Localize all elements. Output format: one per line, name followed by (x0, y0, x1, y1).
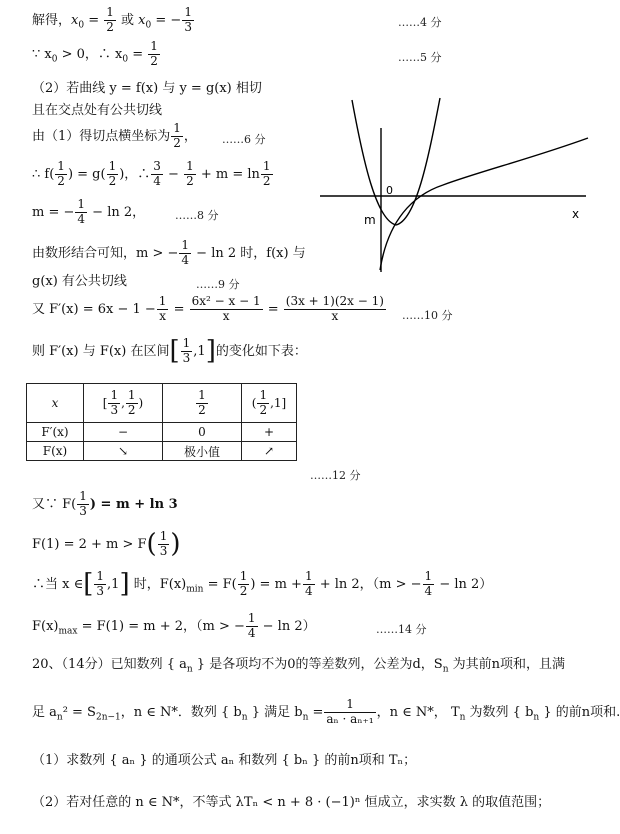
score-marker: ……12 分 (310, 469, 361, 482)
fraction: $\frac{1}{2}$ (150, 39, 158, 68)
table-header-cell: ( $\frac{1}{2}$ ,1] (242, 384, 297, 423)
score-marker: ……6 分 (222, 133, 266, 146)
table-row: F′(x) − 0 + (27, 423, 297, 442)
fraction: $\frac{1}{2}$ (173, 121, 181, 150)
table-row: F(x) ↘ 极小值 ↗ (27, 442, 297, 461)
parabola-curve (352, 98, 440, 225)
problem-20-line-2: 足 $a_n^2 = S_{2n-1}$，n ∈ N*．数列 { $b_n$ } 满足 $b_n$ = $\frac{1}{\text{aₙ · aₙ₊₁}}$ ，n ∈ N*， $T_n$ 为数列 { $b_n$ } 的前n项和. (32, 697, 620, 726)
solution-line-3: （2）若曲线 y = f(x) 与 y = g(x) 相切 (32, 81, 262, 96)
table-header-cell: [ $\frac{1}{3}$ , $\frac{1}{2}$ ) (84, 384, 163, 423)
origin-label: 0 (386, 184, 393, 197)
solution-line-8: 由数形结合可知，m > − $\frac{1}{4}$ − ln 2 时，f(x) 与 (32, 238, 306, 267)
solution-line-9: g(x) 有公共切线 (32, 274, 127, 289)
score-marker: ……8 分 (175, 209, 219, 222)
m-label: m (364, 213, 376, 227)
solution-line-14: ∴当 x ∈[ $\frac{1}{3}$ ,1] 时，$F(x)_{min} = F$( $\frac{1}{2}$ ) = m + $\frac{1}{4}$ + ln 2，（m > − $\frac{1}{4}$ − ln 2） (32, 569, 493, 599)
score-marker: ……5 分 (398, 51, 442, 64)
score-marker: ……4 分 (398, 16, 442, 29)
log-curve (380, 138, 588, 270)
problem-20-line-1: 20、（14分）已知数列 { $a_n$ } 是各项均不为0的等差数列，公差为d，$S_n$ 为其前n项和，且满 (32, 657, 566, 675)
solution-line-15: $F(x)_{max} = F(1) = m + 2$，（m > − $\frac{1}{4}$ − ln 2） (32, 611, 316, 640)
solution-line-7: m = − $\frac{1}{4}$ − ln 2， (32, 197, 146, 226)
fraction: $\frac{1}{3}$ (184, 5, 192, 34)
solution-line-5: 由（1）得切点横坐标为 $\frac{1}{2}$ ， (32, 121, 197, 150)
solution-line-4: 且在交点处有公共切线 (32, 103, 163, 118)
solution-line-6: ∴ f( $\frac{1}{2}$ ) = g( $\frac{1}{2}$ )，∴ $\frac{3}{4}$ − $\frac{1}{2}$ + m = ln $\frac{1}{2}$ (32, 159, 271, 188)
problem-20-part-1: （1）求数列 { aₙ } 的通项公式 aₙ 和数列 { bₙ } 的前n项和 Tₙ； (32, 753, 417, 768)
function-graph (318, 70, 593, 275)
x-axis-label: x (572, 207, 580, 221)
table-header-cell: $\frac{1}{2}$ (163, 384, 242, 423)
solution-line-1: 解得，$x_0$ = $\frac{1}{2}$ 或 $x_0$ = − $\frac{1}{3}$ (32, 5, 192, 34)
table-header-cell: x (27, 384, 84, 423)
solution-line-13: F(1) = 2 + m > F( $\frac{1}{3}$ ) (32, 529, 181, 559)
solution-line-2: ∵ $x_0 > 0$，∴ $x_0$ = $\frac{1}{2}$ (32, 39, 158, 68)
variation-table (26, 383, 297, 461)
score-marker: ……14 分 (376, 623, 427, 636)
solution-line-10: 又 F′(x) = 6x − 1 − $\frac{1}{x}$ = $\frac{\text{6x² − x − 1}}{x}$ = $\frac{(3x + 1)(2x - 1)}{x}$ (32, 294, 384, 323)
problem-20-part-2: （2）若对任意的 n ∈ N*，不等式 λTₙ < n + 8 · (−1)ⁿ 恒成立，求实数 λ 的取值范围； (32, 795, 551, 810)
solution-line-12: 又∵ F( $\frac{1}{3}$ ) = m + ln 3 (32, 489, 178, 518)
fraction: $\frac{1}{2}$ (106, 5, 114, 34)
solution-line-11: 则 F′(x) 与 F(x) 在区间[ $\frac{1}{3}$ ,1]的变化如下表： (32, 336, 307, 366)
score-marker: ……9 分 (196, 278, 240, 291)
score-marker: ……10 分 (402, 309, 453, 322)
